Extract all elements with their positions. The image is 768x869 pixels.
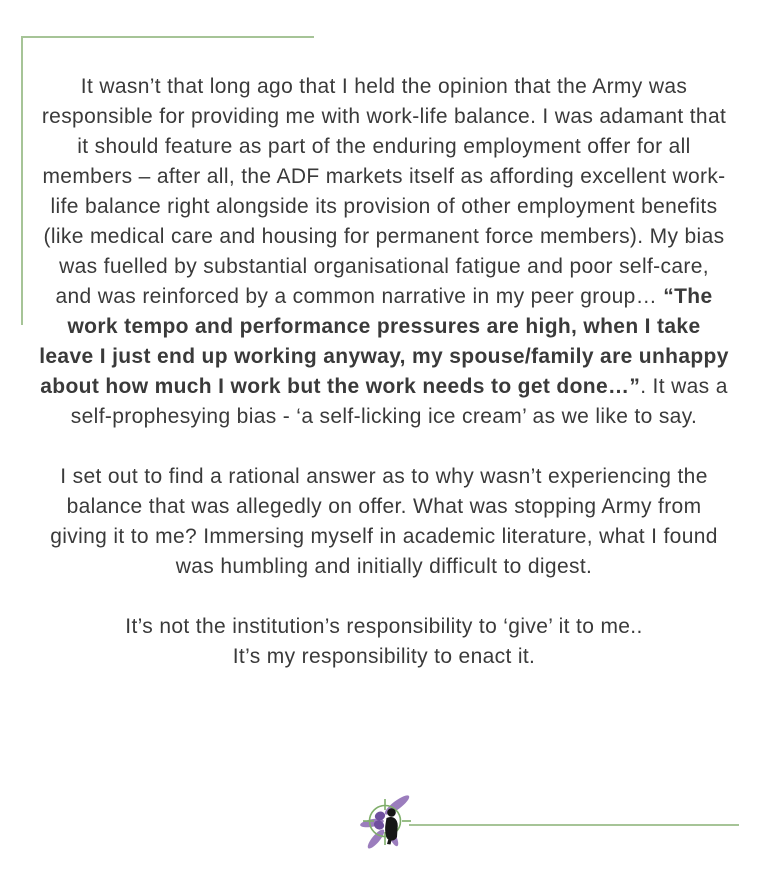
paragraph-3-line-2: It’s my responsibility to enact it.	[232, 645, 536, 668]
footer-divider-line	[409, 824, 739, 826]
paragraph-2: I set out to find a rational answer as to why wasn’t experiencing the balance that was allegedly on offer. What was stopping Army from giving it to me? Immersing myself in academic literature, what I found was humbling and initially difficult to digest.	[50, 465, 718, 578]
paragraph-1	[38, 72, 730, 432]
paragraph-1-regular-start: It wasn’t that long ago that I held the opinion that the Army was responsible for providing me with work-life balance. I was adamant that it should feature as part of the enduring employment offer for all members – after all, the ADF markets itself as affording excellent work-life balance right alongside its provision of other employment benefits (like medical care and housing for permanent force members). My bias was fuelled by substantial organisational fatigue and poor self-care, and was reinforced by a common narrative in my peer group…	[41, 75, 727, 308]
paragraph-3	[38, 612, 730, 672]
paragraph-1-regular-end: . It was a self-prophesying bias - ‘a self-licking ice cream’ as we like to say.	[70, 375, 728, 428]
footer	[0, 789, 768, 855]
target-reticle-figure-logo-icon	[359, 791, 413, 853]
article-body	[38, 72, 730, 672]
paragraph-1-bold-quote: “The work tempo and performance pressures are high, when I take leave I just end up working anyway, my spouse/family are unhappy about how much I work but the work needs to get done…”	[39, 285, 729, 398]
paragraph-3-line-1: It’s not the institution’s responsibility to ‘give’ it to me..	[125, 615, 643, 638]
